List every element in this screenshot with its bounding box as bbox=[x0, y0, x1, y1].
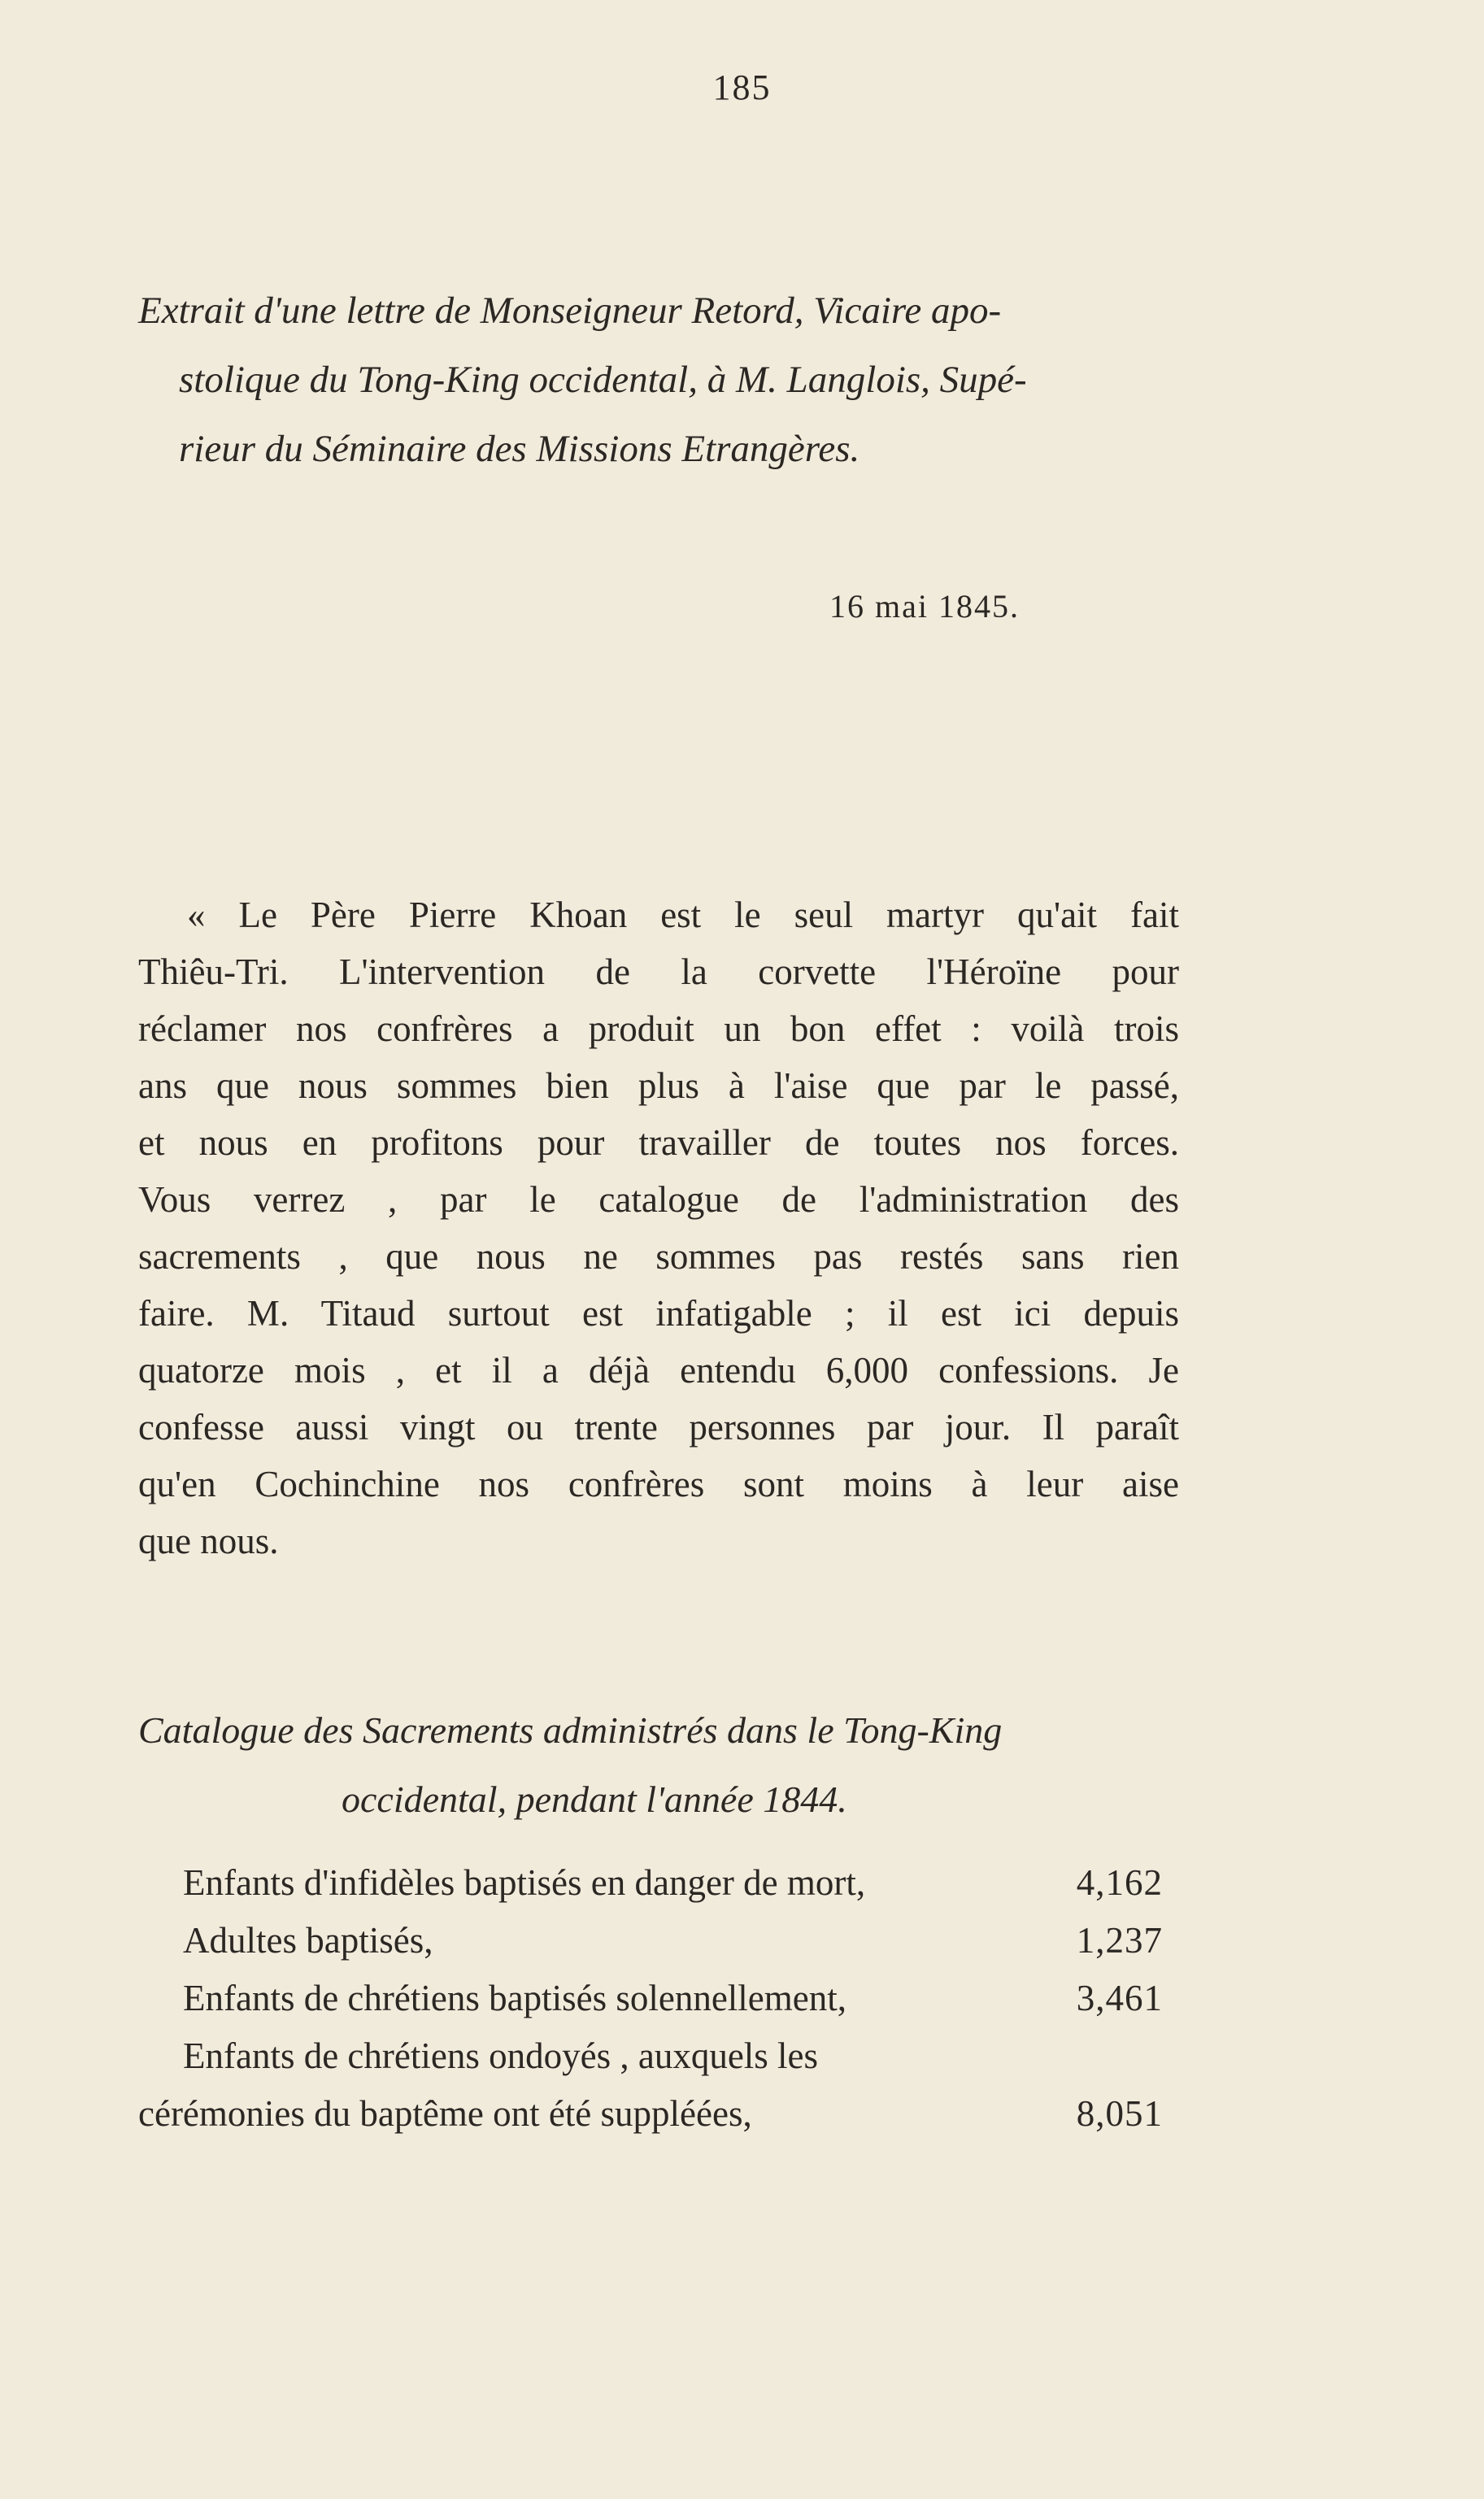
text-line: Vous verrez , par le catalogue de l'administration des bbox=[138, 1179, 1179, 1220]
list-item bbox=[138, 2027, 1163, 2085]
page-number: 185 bbox=[712, 67, 772, 107]
item-label: Enfants de chrétiens ondoyés , auxquels les bbox=[183, 2035, 819, 2076]
heading-line: Extrait d'une lettre de Monseigneur Retord, Vicaire apo- bbox=[138, 290, 1002, 332]
item-label: Enfants de chrétiens baptisés solennellement, bbox=[183, 1978, 846, 2018]
item-count: 3,461 bbox=[1076, 1978, 1163, 2018]
catalogue-title-line: occidental, pendant l'année 1844. bbox=[342, 1778, 847, 1820]
letter-paragraph bbox=[138, 886, 1179, 1569]
catalogue-title-line: Catalogue des Sacrements administrés dans le Tong-King bbox=[138, 1709, 1003, 1751]
item-label: cérémonies du baptême ont été suppléées, bbox=[138, 2093, 752, 2134]
list-item bbox=[138, 1912, 1163, 1970]
item-count: 1,237 bbox=[1076, 1920, 1163, 1961]
list-item bbox=[138, 1970, 1163, 2027]
letter-date: 16 mai 1845. bbox=[829, 588, 1020, 625]
item-count: 4,162 bbox=[1076, 1862, 1163, 1903]
text-line: qu'en Cochinchine nos confrères sont moins à leur aise bbox=[138, 1464, 1179, 1504]
catalogue-title bbox=[138, 1696, 1179, 1834]
heading-line: stolique du Tong-King occidental, à M. Langlois, Supé- bbox=[179, 359, 1027, 401]
letter-body bbox=[138, 886, 1179, 1569]
text-line: Thiêu-Tri. L'intervention de la corvette l'Héroïne pour bbox=[138, 951, 1179, 992]
text-line: « Le Père Pierre Khoan est le seul martyr qu'ait fait bbox=[187, 895, 1179, 935]
text-line: réclamer nos confrères a produit un bon effet : voilà trois bbox=[138, 1008, 1179, 1049]
text-line: confesse aussi vingt ou trente personnes par jour. Il paraît bbox=[138, 1407, 1179, 1448]
heading-line: rieur du Séminaire des Missions Etrangères. bbox=[179, 428, 860, 470]
text-line: sacrements , que nous ne sommes pas restés sans rien bbox=[138, 1236, 1179, 1277]
text-line: et nous en profitons pour travailler de toutes nos forces. bbox=[138, 1122, 1179, 1163]
item-label: Enfants d'infidèles baptisés en danger de mort, bbox=[183, 1862, 866, 1903]
catalogue-list bbox=[138, 1854, 1163, 2143]
item-label: Adultes baptisés, bbox=[183, 1920, 433, 1961]
text-line: faire. M. Titaud surtout est infatigable ; il est ici depuis bbox=[138, 1293, 1179, 1334]
list-item bbox=[138, 2085, 1163, 2143]
letter-heading bbox=[138, 276, 1171, 484]
text-line: quatorze mois , et il a déjà entendu 6,000 confessions. Je bbox=[138, 1350, 1179, 1391]
text-line: que nous. bbox=[138, 1521, 279, 1561]
text-line: ans que nous sommes bien plus à l'aise que par le passé, bbox=[138, 1065, 1179, 1106]
list-item bbox=[138, 1854, 1163, 1912]
item-count: 8,051 bbox=[1076, 2093, 1163, 2134]
